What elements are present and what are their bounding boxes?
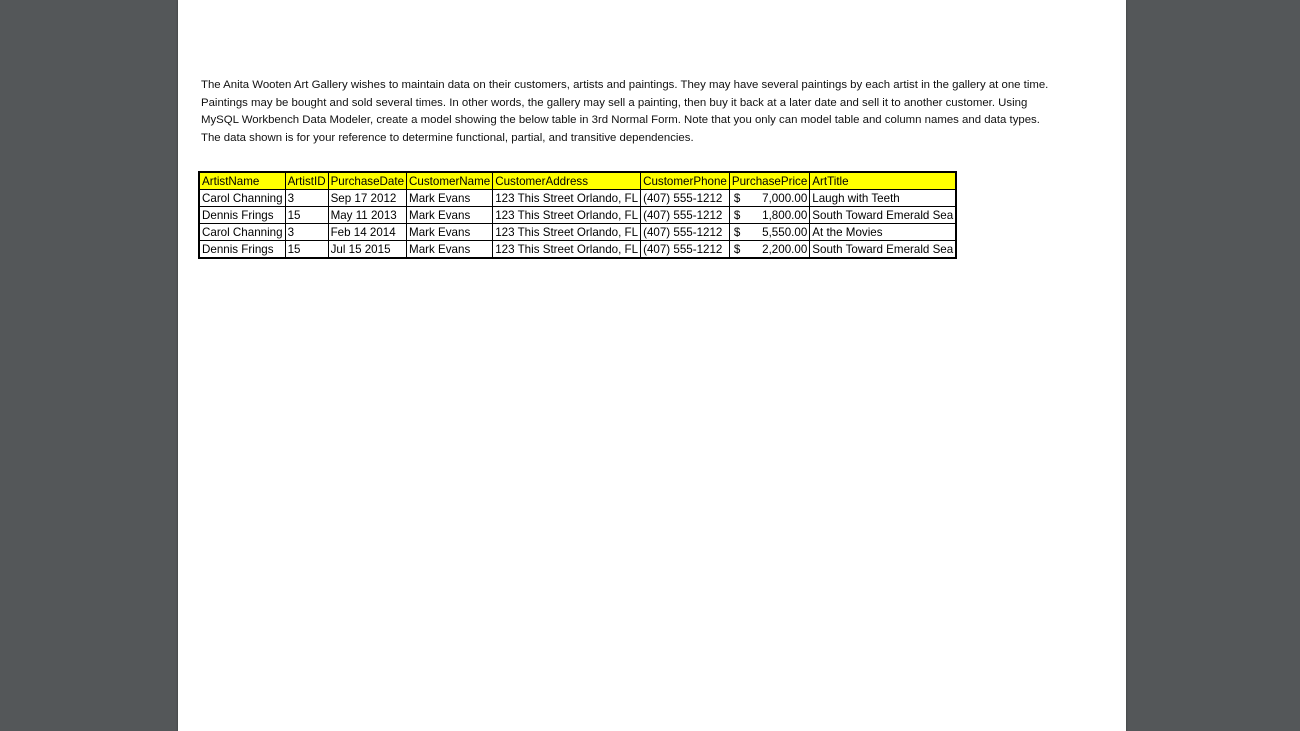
table-row [199,207,956,224]
column-header-artist-name: ArtistName [199,172,285,190]
cell-customer-name: Mark Evans [407,224,493,241]
column-header-purchase-date: PurchaseDate [328,172,406,190]
cell-customer-phone: (407) 555-1212 [641,190,730,207]
cell-purchase-price [729,241,809,259]
currency-symbol: $ [733,191,741,205]
cell-art-title: South Toward Emerald Sea [810,207,956,224]
price-value: 2,200.00 [762,242,808,256]
cell-purchase-price [729,207,809,224]
cell-purchase-price [729,224,809,241]
cell-purchase-date: Feb 14 2014 [328,224,406,241]
cell-artist-name: Dennis Frings [199,207,285,224]
cell-customer-address: 123 This Street Orlando, FL [493,190,641,207]
currency-symbol: $ [733,208,741,222]
price-value: 1,800.00 [762,208,808,222]
cell-customer-address: 123 This Street Orlando, FL [493,224,641,241]
cell-customer-name: Mark Evans [407,207,493,224]
cell-purchase-date: Sep 17 2012 [328,190,406,207]
cell-artist-id: 3 [285,224,328,241]
table-row [199,241,956,259]
table-header-row [199,172,956,190]
cell-art-title: South Toward Emerald Sea [810,241,956,259]
cell-purchase-date: Jul 15 2015 [328,241,406,259]
cell-customer-name: Mark Evans [407,190,493,207]
cell-customer-address: 123 This Street Orlando, FL [493,241,641,259]
currency-symbol: $ [733,225,741,239]
cell-customer-phone: (407) 555-1212 [641,207,730,224]
column-header-customer-name: CustomerName [407,172,493,190]
cell-customer-name: Mark Evans [407,241,493,259]
cell-artist-id: 15 [285,241,328,259]
column-header-customer-phone: CustomerPhone [641,172,730,190]
cell-artist-id: 15 [285,207,328,224]
cell-artist-id: 3 [285,190,328,207]
column-header-customer-address: CustomerAddress [493,172,641,190]
cell-customer-phone: (407) 555-1212 [641,224,730,241]
currency-symbol: $ [733,242,741,256]
cell-art-title: Laugh with Teeth [810,190,956,207]
cell-customer-phone: (407) 555-1212 [641,241,730,259]
cell-artist-name: Carol Channing [199,190,285,207]
cell-artist-name: Carol Channing [199,224,285,241]
data-table [198,171,957,259]
cell-purchase-date: May 11 2013 [328,207,406,224]
price-value: 7,000.00 [762,191,808,205]
cell-art-title: At the Movies [810,224,956,241]
column-header-purchase-price: PurchasePrice [729,172,809,190]
price-value: 5,550.00 [762,225,808,239]
column-header-artist-id: ArtistID [285,172,328,190]
table-row [199,190,956,207]
column-header-art-title: ArtTitle [810,172,956,190]
document-page [178,0,1126,731]
cell-artist-name: Dennis Frings [199,241,285,259]
cell-purchase-price [729,190,809,207]
cell-customer-address: 123 This Street Orlando, FL [493,207,641,224]
intro-paragraph: The Anita Wooten Art Gallery wishes to maintain data on their customers, artists and paintings. They may have several paintings by each artist in the gallery at one time. Paintings may be bought and sold several times. In other words, the gallery may sell a painting, then buy it back at a later date and sell it to another customer. Using MySQL Workbench Data Modeler, create a model showing the below table in 3rd Normal Form. Note that you only can model table and column names and data types. The data shown is for your reference to determine functional, partial, and transitive dependencies. [201,79,1049,144]
table-row [199,224,956,241]
